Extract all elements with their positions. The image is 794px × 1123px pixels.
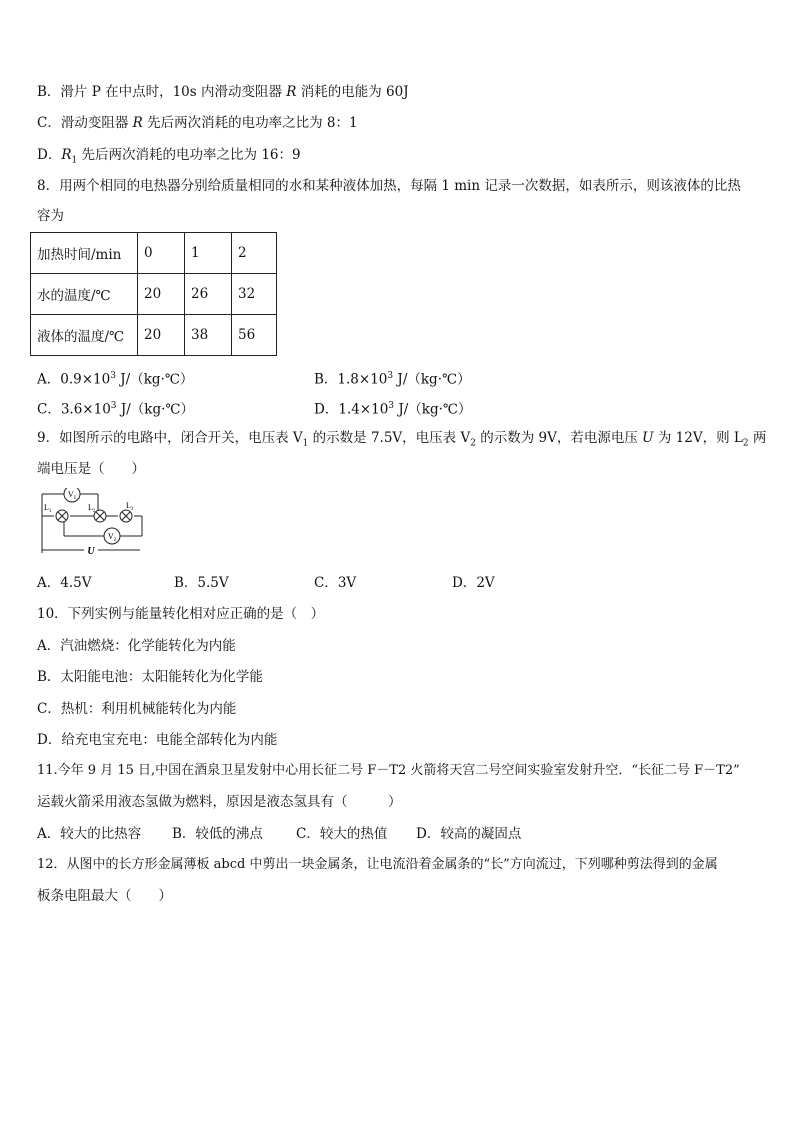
- q11-option-c: C．较大的热值: [296, 826, 388, 842]
- q9-stem-line1: 9．如图所示的电路中，闭合开关，电压表 $V_1$ 的示数是 7.5V，电压表 $V_2$ 的示数为 9V，若电源电压 U 为 12V，则 $L_2$ 两: [37, 430, 767, 449]
- q8-stem-line2: 容为: [37, 208, 64, 224]
- u-label: U: [87, 546, 95, 557]
- q8-data-table: [30, 232, 277, 356]
- q7-option-b: B．滑片 P 在中点时，10s 内滑动变阻器 R 消耗的电能为 60J: [37, 84, 409, 100]
- l2-label: $L_2$: [88, 503, 96, 514]
- q9-option-b: B．5.5V: [174, 575, 229, 591]
- v2-label: $V_2$: [107, 532, 117, 543]
- q11-option-b: B．较低的沸点: [172, 826, 263, 842]
- table-cell: 56: [232, 315, 277, 356]
- q12-stem-line2: 板条电阻最大（ ）: [37, 888, 172, 904]
- q8-option-c: C．$3.6\times 10^3$ J/（kg·℃）: [37, 401, 194, 418]
- table-cell: 液体的温度/℃: [31, 315, 138, 356]
- q9-circuit-diagram: [38, 488, 148, 560]
- q8-option-b: B．$1.8\times 10^3$ J/（kg·℃）: [314, 371, 471, 388]
- table-cell: 1: [185, 233, 232, 274]
- v1-label: $V_1$: [67, 490, 77, 501]
- table-cell: 加热时间/min: [31, 233, 138, 274]
- lamp-l2-icon: [88, 503, 106, 522]
- l1-label: $L_1$: [44, 503, 52, 514]
- q8-stem-line1: 8．用两个相同的电热器分别给质量相同的水和某种液体加热，每隔 1 min 记录一次数据，如表所示，则该液体的比热: [37, 178, 741, 194]
- q11-stem-line1: 11.今年 9 月 15 日,中国在酒泉卫星发射中心用长征二号 F－T2 火箭将天宫二号空间实验室发射升空．“长征二号 F－T2”: [37, 763, 740, 778]
- table-row: [31, 315, 277, 356]
- table-row: [31, 274, 277, 315]
- table-cell: 26: [185, 274, 232, 315]
- voltmeter-v2-icon: [104, 528, 120, 544]
- q10-option-a: A．汽油燃烧：化学能转化为内能: [37, 638, 236, 654]
- q7-option-c: C．滑动变阻器 R 先后两次消耗的电功率之比为 8：1: [37, 115, 358, 131]
- table-cell: 38: [185, 315, 232, 356]
- q9-option-d: D．2V: [452, 575, 495, 591]
- table-cell: 20: [138, 274, 185, 315]
- q10-option-c: C．热机：利用机械能转化为内能: [37, 701, 237, 717]
- q8-option-d: D．$1.4\times 10^3$ J/（kg·℃）: [314, 401, 472, 418]
- table-cell: 水的温度/℃: [31, 274, 138, 315]
- q9-option-c: C．3V: [314, 575, 357, 591]
- q10-option-b: B．太阳能电池：太阳能转化为化学能: [37, 669, 263, 685]
- q7-option-d: D．$R_1$ 先后两次消耗的电功率之比为 16：9: [37, 147, 301, 166]
- lamp-l1-icon: [44, 503, 68, 522]
- q10-stem: 10．下列实例与能量转化相对应正确的是（ ）: [37, 606, 325, 622]
- q9-option-a: A．4.5V: [37, 575, 92, 591]
- lamp-l3-icon: [120, 501, 134, 522]
- q12-stem-line1: 12．从图中的长方形金属薄板 abcd 中剪出一块金属条，让电流沿着金属条的“长”方向流过，下列哪种剪法得到的金属: [37, 857, 718, 872]
- table-cell: 0: [138, 233, 185, 274]
- table-cell: 32: [232, 274, 277, 315]
- l3-label: $L_3$: [126, 501, 134, 512]
- q10-option-d: D．给充电宝充电：电能全部转化为内能: [37, 732, 278, 748]
- table-row: [31, 233, 277, 274]
- q8-option-a: A．$0.9\times 10^3$ J/（kg·℃）: [37, 371, 194, 388]
- table-cell: 2: [232, 233, 277, 274]
- table-cell: 20: [138, 315, 185, 356]
- voltmeter-v1-icon: [64, 488, 80, 502]
- q9-stem-line2: 端电压是（ ）: [37, 461, 145, 477]
- q11-option-d: D．较高的凝固点: [416, 826, 522, 842]
- q11-option-a: A．较大的比热容: [37, 826, 142, 842]
- q11-stem-line2: 运载火箭采用液态氢做为燃料，原因是液态氢具有（ ）: [37, 794, 402, 810]
